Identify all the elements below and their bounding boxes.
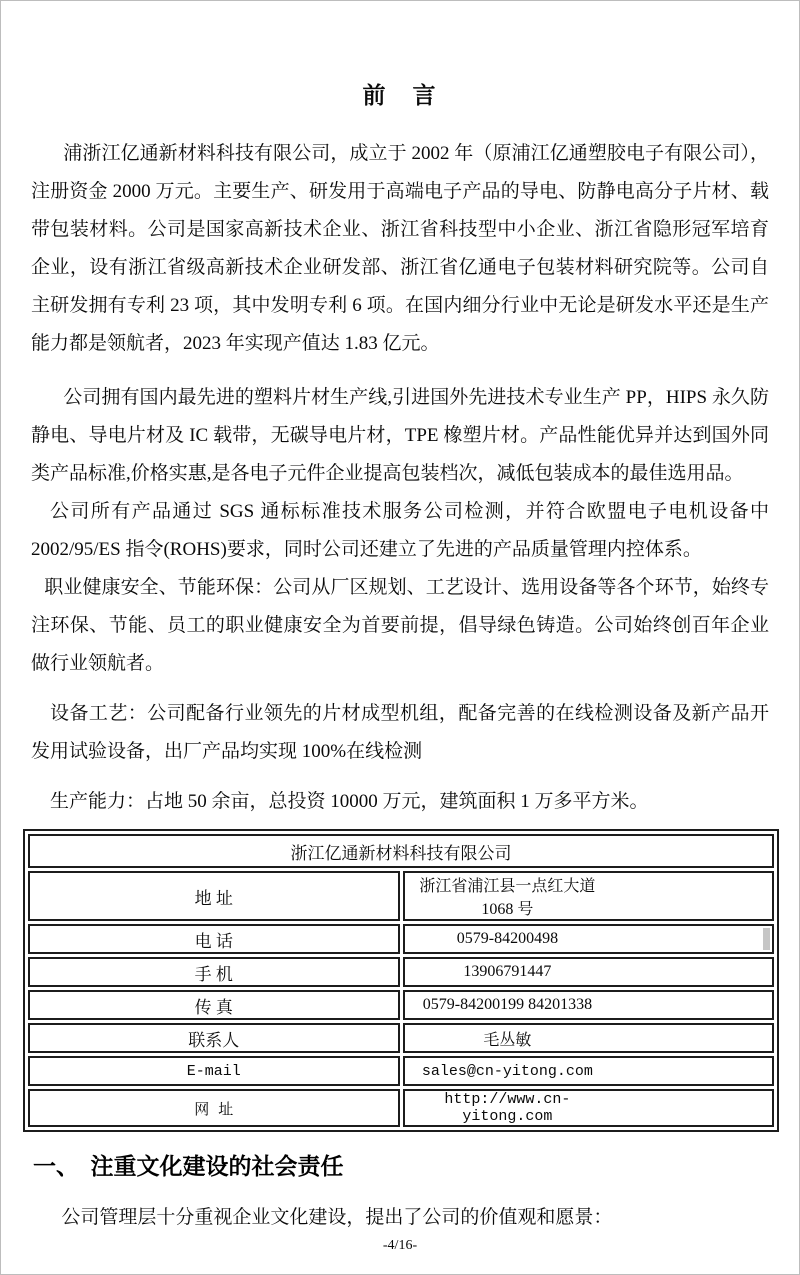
contact-row [28,871,774,921]
contact-row [28,924,774,954]
contact-value: 0579-84200498 [456,930,559,947]
paragraph-production-line: 公司拥有国内最先进的塑料片材生产线,引进国外先进技术专业生产 PP，HIPS 永久防静电、导电片材及 IC 载带，无碳导电片材，TPE 橡塑片材。产品性能优异并达到国外同类产品标准,价格实惠,是各电子元件企业提高包装档次，减低包装成本的最佳选用品。 [31,387,769,484]
paragraph-health-safety: 职业健康安全、节能环保：公司从厂区规划、工艺设计、选用设备等各个环节，始终专注环保、节能、员工的职业健康安全为首要前提，倡导绿色铸造。公司始终创百年企业做行业领航者。 [31,577,769,674]
contact-value-cell [403,924,775,954]
contact-label: 传 真 [28,990,400,1020]
page-number: -4/16- [382,1238,418,1253]
page-title: 前 言 [362,83,438,108]
contact-table [23,829,779,1132]
scrollbar-artifact [763,928,770,950]
contact-label: 网 址 [28,1089,400,1127]
section-heading: 一、 注重文化建设的社会责任 [33,1153,344,1179]
contact-value-cell [403,871,775,921]
contact-row [28,1089,774,1127]
contact-value: http://www.cn-yitong.com [444,1091,571,1125]
contact-header-row [28,834,774,868]
paragraph-company-intro: 浦浙江亿通新材料科技有限公司，成立于 2002 年（原浦江亿通塑胶电子有限公司），注册资金 2000 万元。主要生产、研发用于高端电子产品的导电、防静电高分子片材、载带包装材料。公司是国家高新技术企业、浙江省科技型中小企业、浙江省隐形冠军培育企业，设有浙江省级高新技术企业研发部、浙江省亿通电子包装材料研究院等。公司自主研发拥有专利 23 项，其中发明专利 6 项。在国内细分行业中无论是研发水平还是生产能力都是领航者，2023 年实现产值达 1.83 亿元。 [31,143,769,354]
contact-row [28,957,774,987]
contact-value-cell [403,957,775,987]
contact-value-cell [403,1023,775,1053]
contact-table-body [28,834,774,1127]
paragraph-culture-intro: 公司管理层十分重视企业文化建设，提出了公司的价值观和愿景： [61,1207,613,1228]
contact-label: 地 址 [28,871,400,921]
contact-label: E-mail [28,1056,400,1086]
paragraph-sgs-certification: 公司所有产品通过 SGS 通标标准技术服务公司检测，并符合欧盟电子电机设备中 2002/95/ES 指令(ROHS)要求，同时公司还建立了先进的产品质量管理内控体系。 [31,501,769,560]
contact-value: 毛丛敏 [483,1031,532,1049]
contact-value: 0579-84200199 84201338 [422,996,593,1013]
paragraph-production-capacity: 生产能力：占地 50 余亩，总投资 10000 万元，建筑面积 1 万多平方米。 [50,791,649,812]
contact-label: 手 机 [28,957,400,987]
contact-label: 电 话 [28,924,400,954]
contact-value: 13906791447 [463,963,552,980]
contact-value-cell [403,990,775,1020]
company-name-cell: 浙江亿通新材料科技有限公司 [28,834,774,868]
contact-row [28,1023,774,1053]
contact-value: 浙江省浦江县一点红大道 1068 号 [419,878,596,918]
contact-value-cell [403,1089,775,1127]
contact-row [28,1056,774,1086]
contact-row [28,990,774,1020]
contact-value: sales@cn-yitong.com [421,1062,593,1080]
paragraph-equipment-process: 设备工艺：公司配备行业领先的片材成型机组，配备完善的在线检测设备及新产品开发用试验设备，出厂产品均实现 100%在线检测 [31,703,769,762]
contact-value-cell [403,1056,775,1086]
contact-label: 联系人 [28,1023,400,1053]
